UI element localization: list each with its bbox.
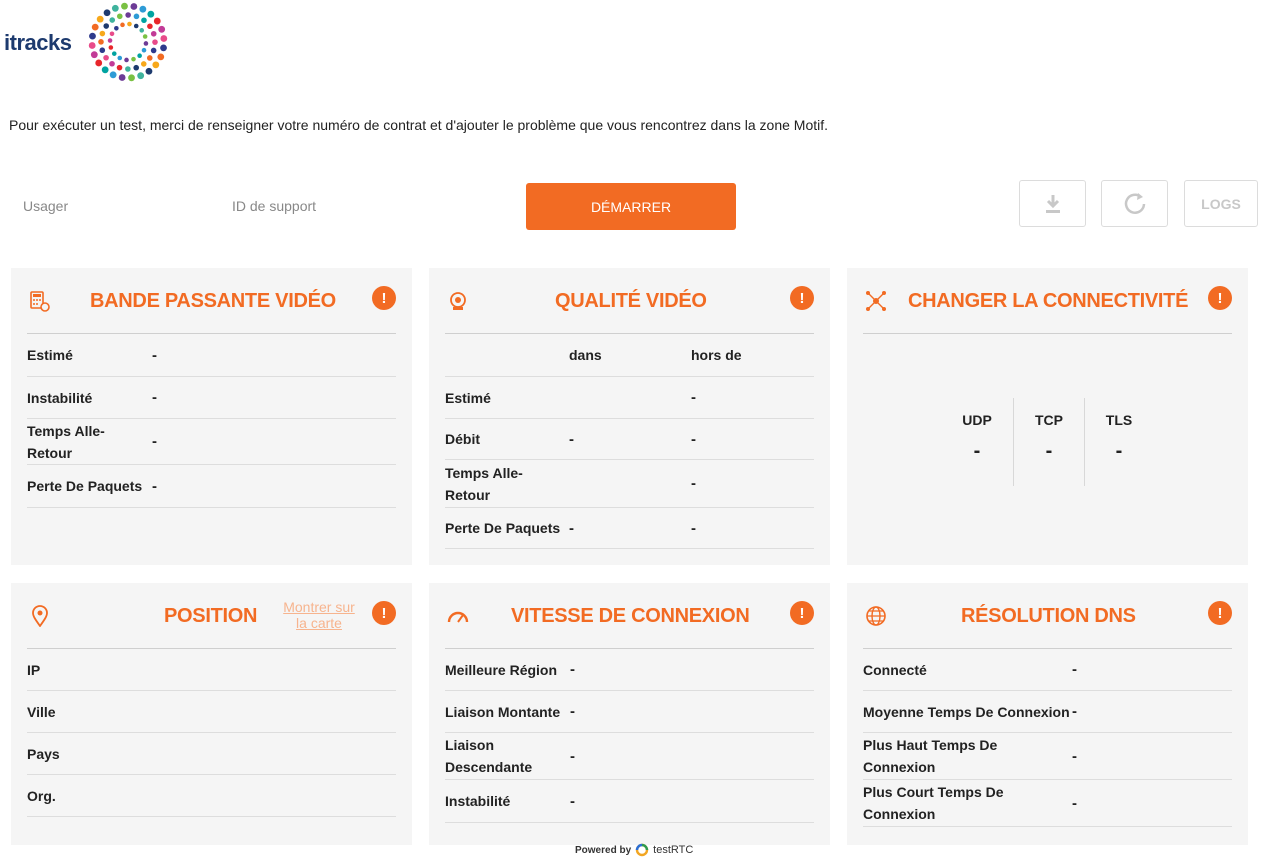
row-value: - bbox=[152, 477, 157, 495]
protocol-name: UDP bbox=[962, 412, 992, 428]
start-button[interactable]: DÉMARRER bbox=[526, 183, 736, 230]
row-value: - bbox=[1072, 703, 1077, 720]
row-value-in: - bbox=[569, 430, 574, 448]
row-value-in: - bbox=[569, 519, 574, 537]
table-row bbox=[863, 733, 1232, 780]
support-id-input[interactable] bbox=[232, 198, 402, 214]
warning-icon[interactable]: ! bbox=[372, 286, 396, 310]
header bbox=[0, 0, 1263, 90]
download-icon bbox=[1044, 194, 1062, 214]
globe-icon bbox=[865, 605, 887, 627]
row-value: - bbox=[570, 747, 575, 765]
row-label: Connecté bbox=[863, 661, 927, 678]
protocol-tcp bbox=[1014, 398, 1084, 486]
table-row bbox=[445, 780, 814, 823]
table-row bbox=[445, 649, 814, 691]
row-label: Plus Court Temps De Connexion bbox=[863, 784, 1004, 822]
row-label: Temps Alle-Retour bbox=[445, 464, 523, 503]
protocol-value: - bbox=[1115, 440, 1123, 462]
row-value: - bbox=[570, 661, 575, 678]
table-row bbox=[27, 733, 396, 775]
row-label: Moyenne Temps De Connexion bbox=[863, 703, 1070, 720]
protocol-name: TCP bbox=[1035, 412, 1063, 428]
card-title: QUALITÉ VIDÉO bbox=[555, 290, 707, 312]
powered-by-text: Powered by bbox=[575, 844, 632, 856]
testrtc-logo-icon bbox=[635, 843, 649, 857]
refresh-icon bbox=[1121, 190, 1149, 218]
card-title: RÉSOLUTION DNS bbox=[961, 605, 1136, 627]
row-value: - bbox=[1072, 747, 1077, 765]
row-value-out: - bbox=[691, 475, 696, 492]
table-row bbox=[863, 649, 1232, 691]
calculator-icon bbox=[29, 290, 51, 312]
instructions-text: Pour exécuter un test, merci de renseigner votre numéro de contrat et d'ajouter le problème que vous rencontrez dans la zone Motif. bbox=[9, 117, 829, 133]
position-card bbox=[11, 583, 412, 845]
user-input[interactable] bbox=[23, 198, 193, 214]
protocol-value: - bbox=[1045, 440, 1053, 462]
row-label: Temps Alle-Retour bbox=[27, 422, 105, 461]
column-header-in: dans bbox=[569, 347, 602, 363]
logs-button[interactable]: LOGS bbox=[1184, 180, 1258, 227]
table-row bbox=[445, 508, 814, 549]
map-pin-icon bbox=[29, 605, 51, 627]
row-value: - bbox=[1072, 661, 1077, 678]
warning-icon[interactable]: ! bbox=[790, 286, 814, 310]
row-value: - bbox=[570, 792, 575, 810]
table-row bbox=[445, 733, 814, 780]
row-label: Liaison Descendante bbox=[445, 737, 533, 775]
logo-dots-icon bbox=[86, 2, 170, 82]
table-row bbox=[445, 419, 814, 460]
table-row bbox=[27, 691, 396, 733]
protocol-name: TLS bbox=[1105, 412, 1133, 428]
warning-icon[interactable]: ! bbox=[1208, 286, 1232, 310]
table-row bbox=[27, 419, 396, 465]
row-label: Instabilité bbox=[445, 793, 511, 809]
warning-icon[interactable]: ! bbox=[790, 601, 814, 625]
row-label: Instabilité bbox=[27, 389, 93, 406]
dns-resolution-card bbox=[847, 583, 1248, 845]
row-value-out: - bbox=[691, 519, 696, 537]
row-value: - bbox=[570, 703, 575, 720]
row-label: IP bbox=[27, 661, 41, 678]
table-row bbox=[863, 780, 1232, 827]
table-row bbox=[27, 465, 396, 508]
warning-icon[interactable]: ! bbox=[372, 601, 396, 625]
table-row bbox=[27, 775, 396, 817]
card-title: BANDE PASSANTE VIDÉO bbox=[90, 290, 336, 312]
network-icon bbox=[865, 290, 887, 312]
bandwidth-card bbox=[11, 268, 412, 565]
protocol-udp bbox=[942, 398, 1012, 486]
row-value: - bbox=[152, 346, 157, 364]
row-value: - bbox=[152, 433, 157, 450]
row-label: Org. bbox=[27, 787, 56, 804]
refresh-button[interactable] bbox=[1101, 180, 1168, 227]
card-title: CHANGER LA CONNECTIVITÉ bbox=[908, 290, 1189, 312]
gauge-icon bbox=[447, 605, 469, 627]
protocol-value: - bbox=[973, 440, 981, 462]
connection-speed-card bbox=[429, 583, 830, 845]
table-row bbox=[445, 377, 814, 419]
row-label: Plus Haut Temps De Connexion bbox=[863, 737, 998, 775]
table-row bbox=[863, 691, 1232, 733]
download-button[interactable] bbox=[1019, 180, 1086, 227]
column-header-out: hors de bbox=[691, 347, 742, 363]
show-on-map-link[interactable]: Montrer sur la carte bbox=[283, 599, 355, 631]
table-row bbox=[27, 334, 396, 377]
row-label: Ville bbox=[27, 703, 56, 720]
table-row bbox=[27, 649, 396, 691]
table-row bbox=[27, 377, 396, 419]
logo-text: itracks bbox=[4, 30, 72, 55]
controls-bar bbox=[0, 180, 1263, 230]
row-label: Estimé bbox=[445, 389, 491, 406]
row-value: - bbox=[1072, 794, 1077, 812]
row-value-out: - bbox=[691, 389, 696, 406]
card-title: POSITION bbox=[164, 605, 258, 627]
row-label: Estimé bbox=[27, 347, 73, 363]
row-label: Liaison Montante bbox=[445, 703, 561, 720]
video-quality-card bbox=[429, 268, 830, 565]
row-label: Perte De Paquets bbox=[27, 478, 143, 494]
row-label: Débit bbox=[445, 431, 480, 447]
footer-brand: testRTC bbox=[653, 844, 694, 856]
connectivity-card bbox=[847, 268, 1248, 565]
warning-icon[interactable]: ! bbox=[1208, 601, 1232, 625]
footer bbox=[575, 843, 693, 857]
row-label: Perte De Paquets bbox=[445, 520, 561, 536]
table-row bbox=[445, 460, 814, 508]
webcam-icon bbox=[447, 290, 469, 312]
card-title: VITESSE DE CONNEXION bbox=[511, 605, 750, 627]
table-row bbox=[445, 691, 814, 733]
row-label: Meilleure Région bbox=[445, 661, 558, 678]
row-value: - bbox=[152, 389, 157, 406]
row-value-out: - bbox=[691, 430, 696, 448]
protocol-grid bbox=[942, 398, 1164, 486]
protocol-tls bbox=[1084, 398, 1154, 486]
table-header-row bbox=[445, 334, 814, 377]
row-label: Pays bbox=[27, 745, 60, 762]
